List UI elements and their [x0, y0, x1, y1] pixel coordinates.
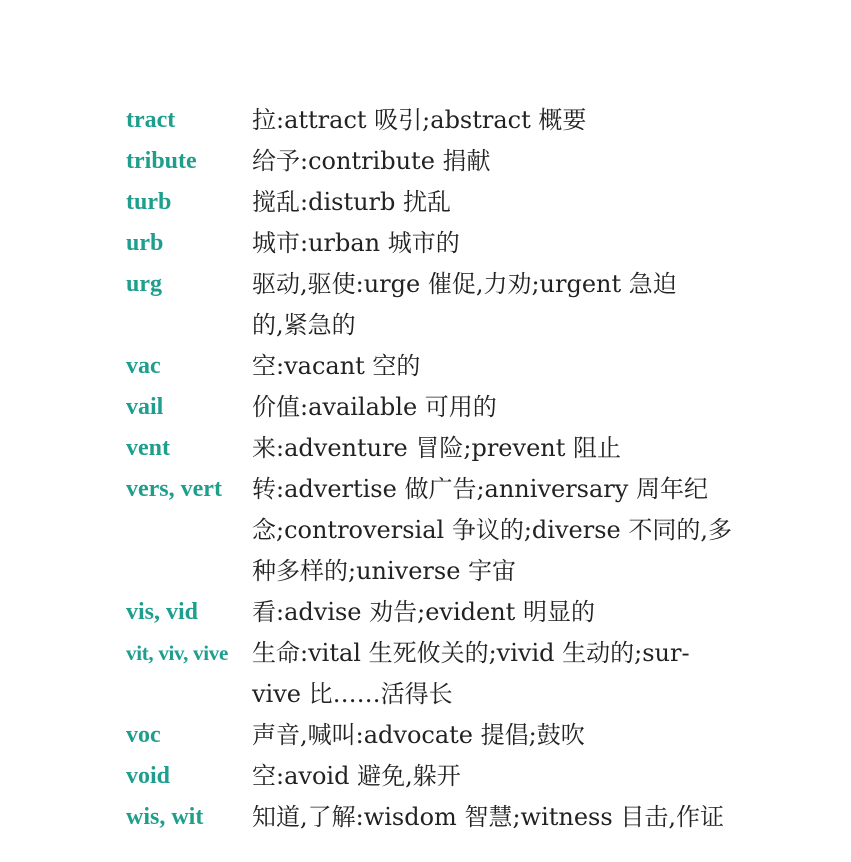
meaning-line: 来:adventure 冒险;prevent 阻止: [252, 434, 621, 462]
root-meaning: [252, 346, 736, 387]
word-root-list: [126, 100, 736, 838]
entry-urb: [126, 223, 736, 264]
entry-tract: [126, 100, 736, 141]
root-meaning: [252, 715, 736, 756]
root-meaning: [252, 633, 736, 715]
meaning-line: 声音,喊叫:advocate 提倡;鼓吹: [252, 721, 585, 749]
meaning-line: vive 比……活得长: [252, 680, 453, 708]
entry-vac: [126, 346, 736, 387]
entry-turb: [126, 182, 736, 223]
root-term: vent: [126, 435, 170, 461]
meaning-line: 空:avoid 避免,躲开: [252, 762, 461, 790]
root-term: voc: [126, 722, 161, 748]
entry-urg: [126, 264, 736, 346]
entry-vent: [126, 428, 736, 469]
meaning-line: 驱动,驱使:urge 催促,力劝;urgent 急迫: [252, 270, 677, 298]
root-meaning: [252, 100, 736, 141]
entry-voc: [126, 715, 736, 756]
meaning-line: 搅乱:disturb 扰乱: [252, 188, 452, 216]
entry-vit-viv-vive: [126, 633, 736, 715]
meaning-line: 知道,了解:wisdom 智慧;witness 目击,作证: [252, 803, 724, 831]
meaning-line: 给予:contribute 捐献: [252, 147, 491, 175]
root-term: tract: [126, 107, 176, 133]
root-term: vers, vert: [126, 476, 222, 502]
entry-vis-vid: [126, 592, 736, 633]
root-meaning: [252, 428, 736, 469]
root-term: urb: [126, 230, 164, 256]
root-meaning: [252, 387, 736, 428]
root-meaning: [252, 223, 736, 264]
root-term: turb: [126, 189, 172, 215]
root-meaning: [252, 797, 736, 838]
root-term: vail: [126, 394, 164, 420]
entry-vail: [126, 387, 736, 428]
meaning-line: 转:advertise 做广告;anniversary 周年纪: [252, 475, 708, 503]
entry-void: [126, 756, 736, 797]
root-meaning: [252, 141, 736, 182]
entry-tribute: [126, 141, 736, 182]
root-term: wis, wit: [126, 804, 204, 830]
root-term: void: [126, 763, 171, 789]
root-term: tribute: [126, 148, 197, 174]
root-term: urg: [126, 271, 162, 297]
meaning-line: 看:advise 劝告;evident 明显的: [252, 598, 595, 626]
root-term: vis, vid: [126, 599, 199, 625]
meaning-line: 价值:available 可用的: [252, 393, 497, 421]
root-meaning: [252, 182, 736, 223]
root-meaning: [252, 469, 736, 592]
root-term: vit, viv, vive: [126, 641, 228, 665]
entry-wis-wit: [126, 797, 736, 838]
meaning-line: 念;controversial 争议的;diverse 不同的,多: [252, 516, 732, 544]
meaning-line: 拉:attract 吸引;abstract 概要: [252, 106, 587, 134]
meaning-line: 的,紧急的: [252, 311, 356, 339]
root-meaning: [252, 264, 736, 346]
root-term: vac: [126, 353, 161, 379]
meaning-line: 生命:vital 生死攸关的;vivid 生动的;sur-: [252, 639, 690, 667]
root-meaning: [252, 592, 736, 633]
root-meaning: [252, 756, 736, 797]
meaning-line: 种多样的;universe 宇宙: [252, 557, 517, 585]
meaning-line: 空:vacant 空的: [252, 352, 421, 380]
entry-vers-vert: [126, 469, 736, 592]
meaning-line: 城市:urban 城市的: [252, 229, 460, 257]
